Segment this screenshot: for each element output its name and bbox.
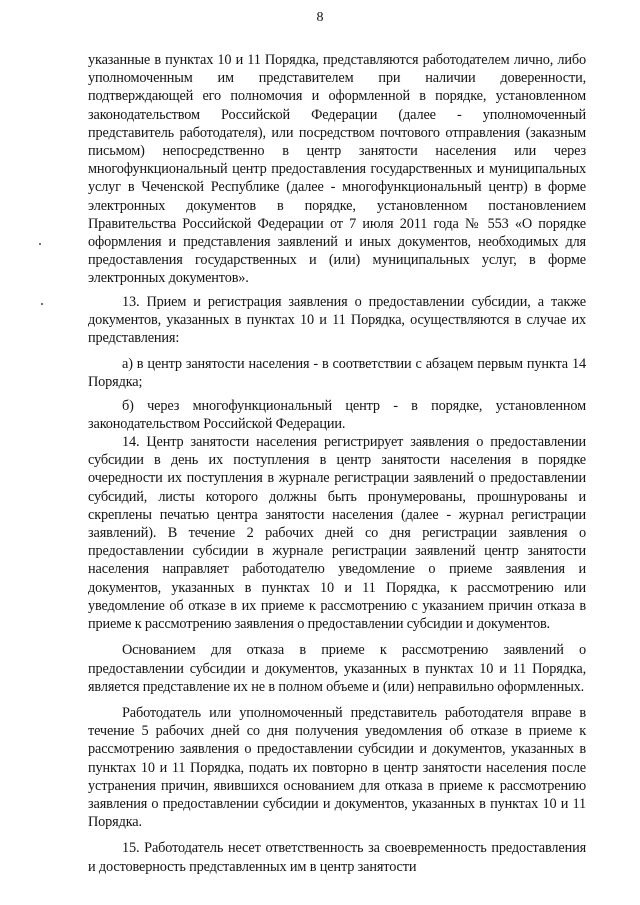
paragraph-14: 14. Центр занятости населения регистрирует заявления о предоставлении субсидии в день их поступления в центр занятости населения в порядке очередности их поступления в журнале регистрации заявлений о предоставлении субсидий, листы которого должны быть пронумерованы, прошнурованы и скреплены печатью центра занятости населения (далее - журнал регистрации заявлений). В течение 2 рабочих дней со дня регистрации заявления о предоставлении субсидии в журнале регистрации заявлений центр занятости населения направляет работодателю уведомление о приеме заявления и документов, указанных в пунктах 10 и 11 Порядка, к рассмотрению или уведомление об отказе в их приеме к рассмотрению с указанием причин отказа в приеме к рассмотрению заявления о предоставлении субсидии и документов. [88,434,586,633]
paragraph-refusal-grounds: Основанием для отказа в приеме к рассмотрению заявлений о предоставлении субсидии и документов, указанных в пунктах 10 и 11 Порядка, является представление их не в полном объеме и (или) неправильно оформленных. [88,642,586,695]
margin-mark [39,243,41,245]
paragraph-continuation: указанные в пунктах 10 и 11 Порядка, представляются работодателем лично, либо уполномоченным им представителем при наличии доверенности, подтверждающей его полномочия и оформленной в порядке, установленном законодательством Российской Федерации (далее - уполномоченный представитель работодателя), или посредством почтового отправления (заказным письмом) непосредственно в центр занятости населения или через многофункциональный центр предоставления государственных и муниципальных услуг в Чеченской Республике (далее - многофункциональный центр) в форме электронных документов в порядке, установленном постановлением Правительства Российской Федерации от 7 июля 2011 года № 553 «О порядке оформления и представления заявлений и иных документов, необходимых для предоставления государственных и (или) муниципальных услуг, в форме электронных документов». [88,52,586,287]
paragraph-15: 15. Работодатель несет ответственность за своевременность предоставления и достоверность представленных им в центр занятости [88,840,586,875]
paragraph-13a: а) в центр занятости населения - в соответствии с абзацем первым пункта 14 Порядка; [88,356,586,391]
paragraph-13b: б) через многофункциональный центр - в порядке, установленном законодательством Российской Федерации. [88,397,586,432]
document-body [88,51,586,876]
margin-mark [41,303,43,305]
paragraph-resubmission: Работодатель или уполномоченный представитель работодателя вправе в течение 5 рабочих дней со дня получения уведомления об отказе в приеме к рассмотрению заявления о предоставлении субсидии и документов, указанных в пунктах 10 и 11 Порядка, подать их повторно в центр занятости населения после устранения причин, явившихся основанием для отказа в приеме к рассмотрению заявления о предоставлении субсидии и документов, указанных в пунктах 10 и 11 Порядка. [88,704,586,831]
paragraph-13: 13. Прием и регистрация заявления о предоставлении субсидии, а также документов, указанных в пунктах 10 и 11 Порядка, осуществляются в случае их представления: [88,293,586,347]
page-number: 8 [316,10,324,25]
